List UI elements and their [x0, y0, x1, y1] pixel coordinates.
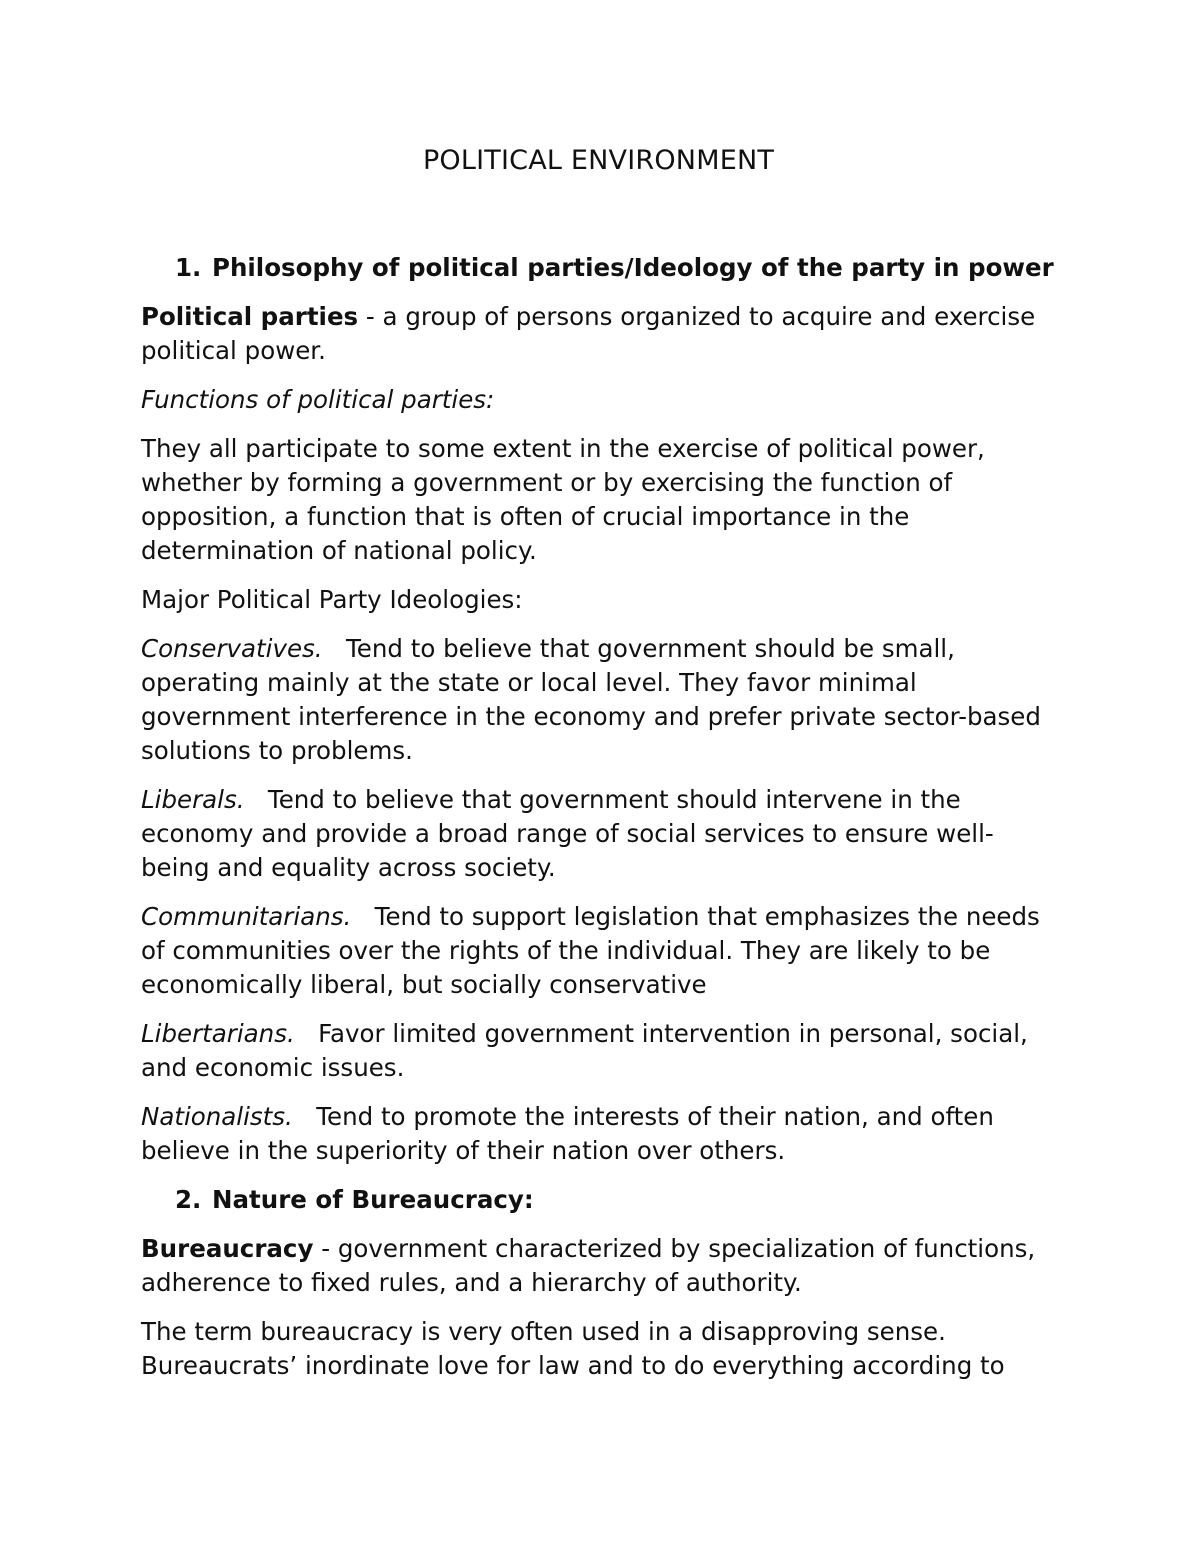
bureaucracy-definition	[141, 1232, 1056, 1300]
page-title: POLITICAL ENVIRONMENT	[422, 145, 775, 176]
political-parties-definition-text: - a group of persons organized to acquire and exercise political power.	[141, 302, 1036, 365]
ideology-term: Conservatives.	[141, 634, 323, 663]
section-2-heading-text: Nature of Bureaucracy:	[212, 1185, 534, 1214]
ideology-term: Liberals.	[141, 785, 245, 814]
ideology-conservatives	[141, 632, 1056, 768]
functions-paragraph: They all participate to some extent in the exercise of political power, whether by forming a government or by exercising the function of opposition, a function that is often of crucial importance in the determination of national policy.	[141, 434, 985, 565]
section-2-heading	[141, 1183, 1056, 1217]
ideology-description: Tend to believe that government should intervene in the economy and provide a broad range of social services to ensure well-being and equality across society.	[141, 785, 994, 882]
functions-label: Functions of political parties:	[141, 385, 495, 414]
ideology-description: Tend to support legislation that emphasizes the needs of communities over the rights of the individual. They are likely to be economically liberal, but socially conservative	[141, 902, 1040, 999]
section-1-heading	[141, 251, 1056, 285]
ideology-liberals	[141, 783, 1056, 885]
ideology-description: Favor limited government intervention in personal, social, and economic issues.	[141, 1019, 1028, 1082]
bureaucracy-term: Bureaucracy	[141, 1234, 314, 1263]
ideology-term: Libertarians.	[141, 1019, 295, 1048]
ideology-communitarians	[141, 900, 1056, 1002]
ideology-term: Nationalists.	[141, 1102, 293, 1131]
document-body	[141, 251, 1056, 1398]
bureaucracy-paragraph: The term bureaucracy is very often used in a disapproving sense. Bureaucrats’ inordinate love for law and to do everything according to	[141, 1317, 1005, 1380]
ideologies-label: Major Political Party Ideologies:	[141, 585, 523, 614]
section-1-number: 1.	[175, 253, 202, 282]
ideology-libertarians	[141, 1017, 1056, 1085]
political-parties-definition	[141, 300, 1056, 368]
ideology-description: Tend to promote the interests of their nation, and often believe in the superiority of their nation over others.	[141, 1102, 994, 1165]
section-1-heading-text: Philosophy of political parties/Ideology of the party in power	[212, 253, 1054, 282]
ideology-nationalists	[141, 1100, 1056, 1168]
ideology-description: Tend to believe that government should be small, operating mainly at the state or local level. They favor minimal government interference in the economy and prefer private sector-based solutions to problems.	[141, 634, 1041, 765]
document-page	[141, 0, 1056, 1553]
political-parties-term: Political parties	[141, 302, 359, 331]
ideology-term: Communitarians.	[141, 902, 352, 931]
bureaucracy-definition-text: - government characterized by specialization of functions, adherence to fixed rules, and a hierarchy of authority.	[141, 1234, 1036, 1297]
section-2-number: 2.	[175, 1185, 202, 1214]
